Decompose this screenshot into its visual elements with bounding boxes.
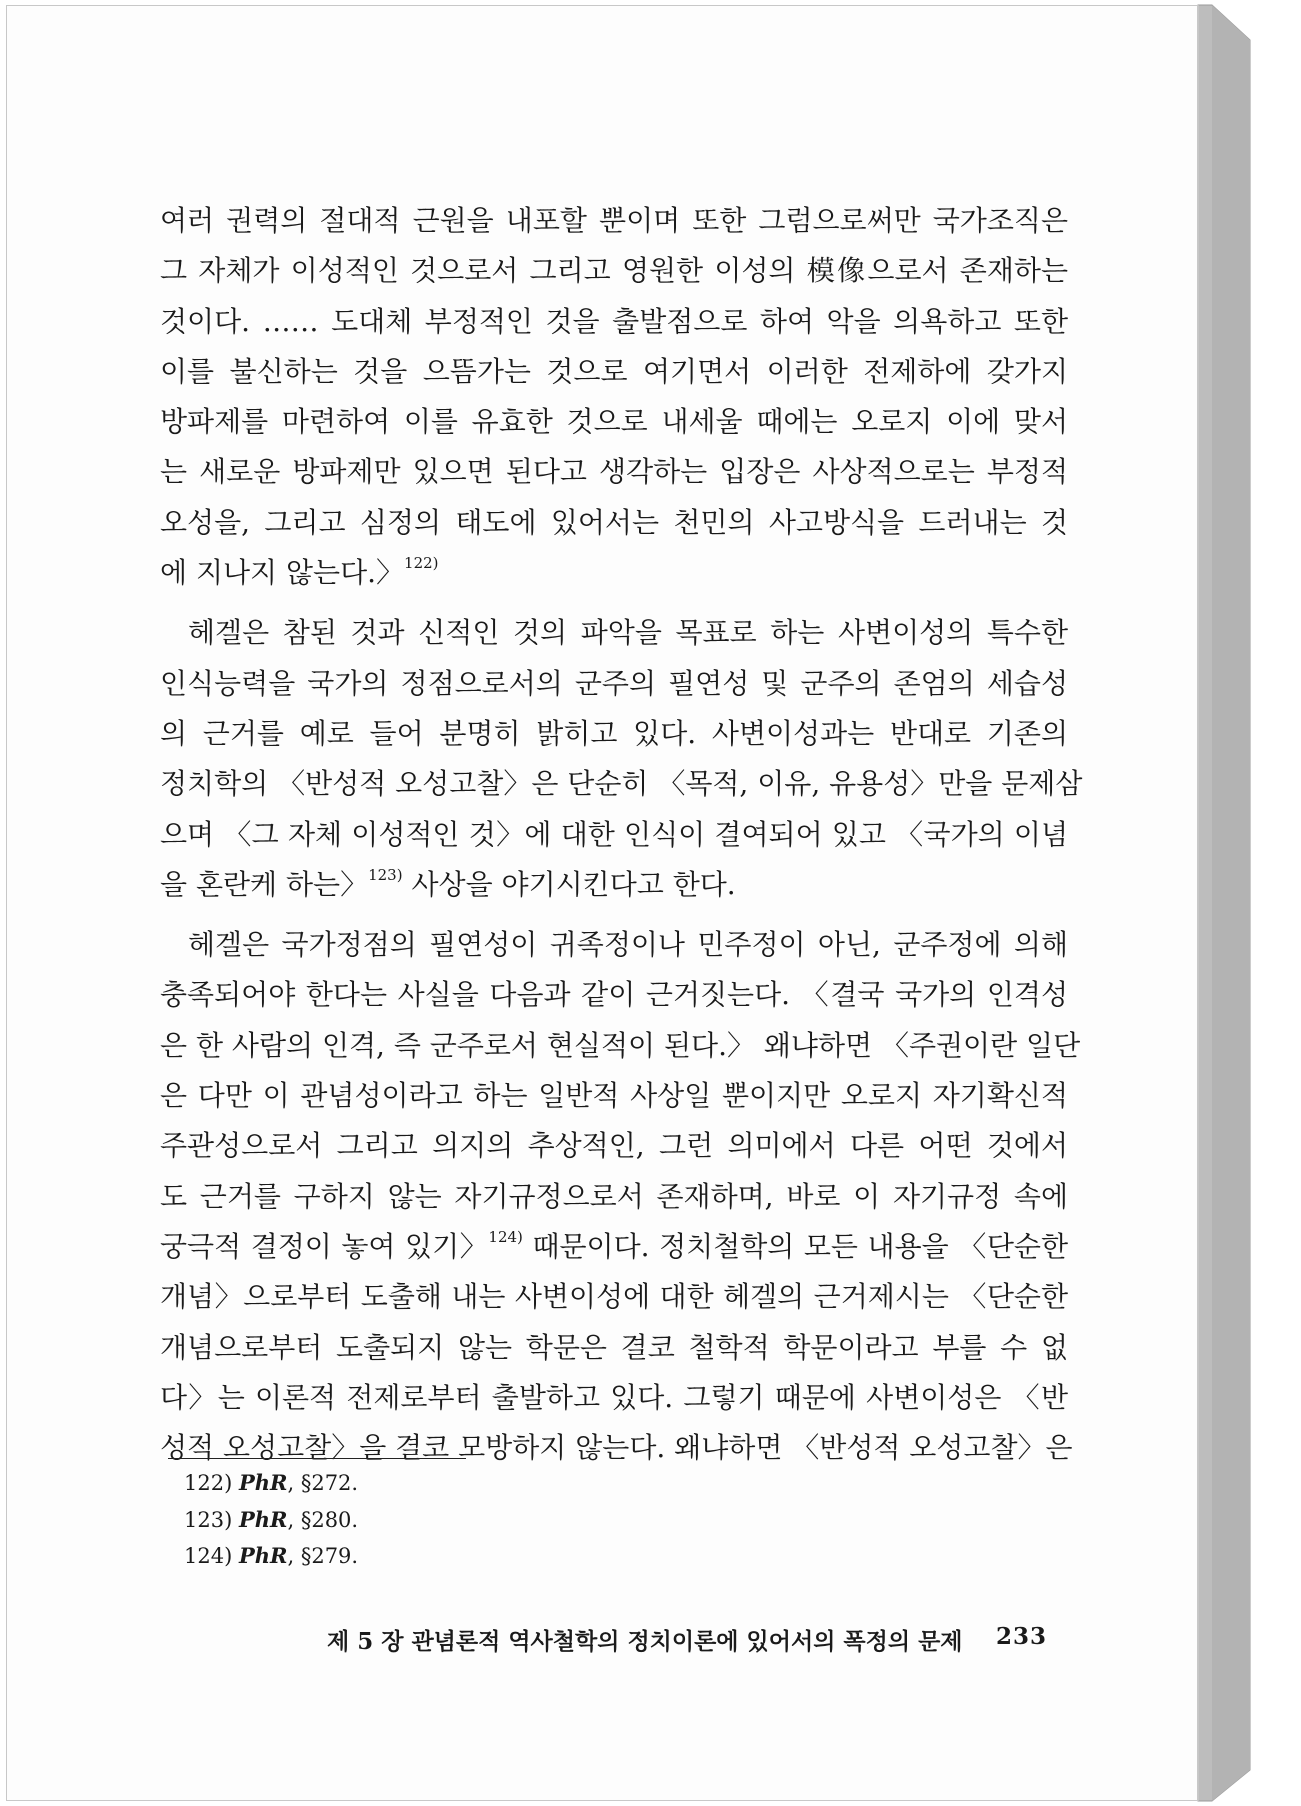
text-line: 그 자체가 이성적인 것으로서 그리고 영원한 이성의 模像으로서 존재하는 xyxy=(160,254,1068,288)
text-line: 개념으로부터 도출되지 않는 학문은 결코 철학적 학문이라고 부를 수 없 xyxy=(160,1330,1068,1364)
text-line: 헤겔은 참된 것과 신적인 것의 파악을 목표로 하는 사변이성의 특수한 xyxy=(188,616,1068,650)
text-line: 은 다만 이 관념성이라고 하는 일반적 사상일 뿐이지만 오로지 자기확신적 xyxy=(160,1079,1068,1113)
text-line: 충족되어야 한다는 사실을 다음과 같이 근거짓는다. 〈결국 국가의 인격성 xyxy=(160,978,1068,1012)
paragraph-gap xyxy=(160,910,1068,920)
footnote-separator xyxy=(168,1458,466,1459)
text-segment: 궁극적 결정이 놓여 있기〉 xyxy=(160,1229,489,1263)
footnote-124 xyxy=(184,1538,358,1575)
text-line: 의 근거를 예로 들어 분명히 밝히고 있다. 사변이성과는 반대로 기존의 xyxy=(160,716,1068,750)
footnote-ref-122[interactable]: 122) xyxy=(404,554,439,573)
footnote-number: 124) xyxy=(184,1544,233,1568)
footnote-reference: , §280. xyxy=(287,1507,359,1532)
text-line: 인식능력을 국가의 정점으로서의 군주의 필연성 및 군주의 존엄의 세습성 xyxy=(160,666,1068,700)
text-line: 은 한 사람의 인격, 즉 군주로서 현실적이 된다.〉 왜냐하면 〈주권이란 일단 xyxy=(160,1028,1081,1062)
footnote-number: 123) xyxy=(184,1507,233,1532)
text-line: 오성을, 그리고 심정의 태도에 있어서는 천민의 사고방식을 드러내는 것 xyxy=(160,505,1068,539)
footnote-source: PhR xyxy=(238,1543,288,1568)
footnote-ref-123[interactable]: 123) xyxy=(368,865,403,884)
body-text xyxy=(160,196,1083,1473)
running-footer xyxy=(327,1623,1047,1656)
text-line xyxy=(160,548,1068,598)
footnote-reference: , §272. xyxy=(287,1471,359,1495)
chapter-title: 제 5 장 관념론적 역사철학의 정치이론에 있어서의 폭정의 문제 xyxy=(327,1628,963,1655)
text-line xyxy=(160,1222,1068,1272)
footnote-ref-124[interactable]: 124) xyxy=(488,1227,523,1246)
text-line: 성적 오성고찰〉을 결코 모방하지 않는다. 왜냐하면 〈반성적 오성고찰〉은 xyxy=(160,1431,1073,1465)
text-line: 이를 불신하는 것을 으뜸가는 것으로 여기면서 이러한 전제하에 갖가지 xyxy=(160,354,1068,388)
text-line: 는 새로운 방파제만 있으면 된다고 생각하는 입장은 사상적으로는 부정적 xyxy=(160,455,1068,489)
footnote-122 xyxy=(184,1465,358,1502)
text-segment: 에 지나지 않는다.〉 xyxy=(160,556,405,590)
footnote-source: PhR xyxy=(238,1470,288,1495)
text-line: 도 근거를 구하지 않는 자기규정으로서 존재하며, 바로 이 자기규정 속에 xyxy=(160,1179,1068,1213)
text-segment: 사상을 야기시킨다고 한다. xyxy=(402,867,736,901)
footnote-number: 122) xyxy=(184,1471,233,1495)
text-line: 것이다. …… 도대체 부정적인 것을 출발점으로 하여 악을 의욕하고 또한 xyxy=(160,304,1068,338)
footnote-123 xyxy=(184,1502,358,1539)
page-number: 233 xyxy=(995,1623,1047,1650)
text-line: 여러 권력의 절대적 근원을 내포할 뿐이며 또한 그럼으로써만 국가조직은 xyxy=(160,204,1068,237)
text-line: 다〉는 이론적 전제로부터 출발하고 있다. 그렇기 때문에 사변이성은 〈반 xyxy=(160,1380,1068,1414)
text-line xyxy=(160,860,1068,910)
text-segment: 때문이다. 정치철학의 모든 내용을 〈단순한 xyxy=(522,1229,1068,1263)
text-line: 으며 〈그 자체 이성적인 것〉에 대한 인식이 결여되어 있고 〈국가의 이념 xyxy=(160,817,1068,851)
text-line: 개념〉으로부터 도출해 내는 사변이성에 대한 헤겔의 근거제시는 〈단순한 xyxy=(160,1280,1068,1314)
footnote-source: PhR xyxy=(238,1506,288,1532)
text-line: 정치학의 〈반성적 오성고찰〉은 단순히 〈목적, 이유, 유용성〉만을 문제삼 xyxy=(160,767,1083,801)
footnote-reference: , §279. xyxy=(287,1544,359,1568)
text-line: 주관성으로서 그리고 의지의 추상적인, 그런 의미에서 다른 어떤 것에서 xyxy=(160,1129,1068,1163)
text-segment: 을 혼란케 하는〉 xyxy=(160,867,369,901)
text-line: 헤겔은 국가정점의 필연성이 귀족정이나 민주정이 아닌, 군주정에 의해 xyxy=(188,928,1068,962)
paragraph-gap xyxy=(160,598,1068,608)
footnotes xyxy=(184,1465,358,1575)
text-line: 방파제를 마련하여 이를 유효한 것으로 내세울 때에는 오로지 이에 맞서 xyxy=(160,405,1068,439)
